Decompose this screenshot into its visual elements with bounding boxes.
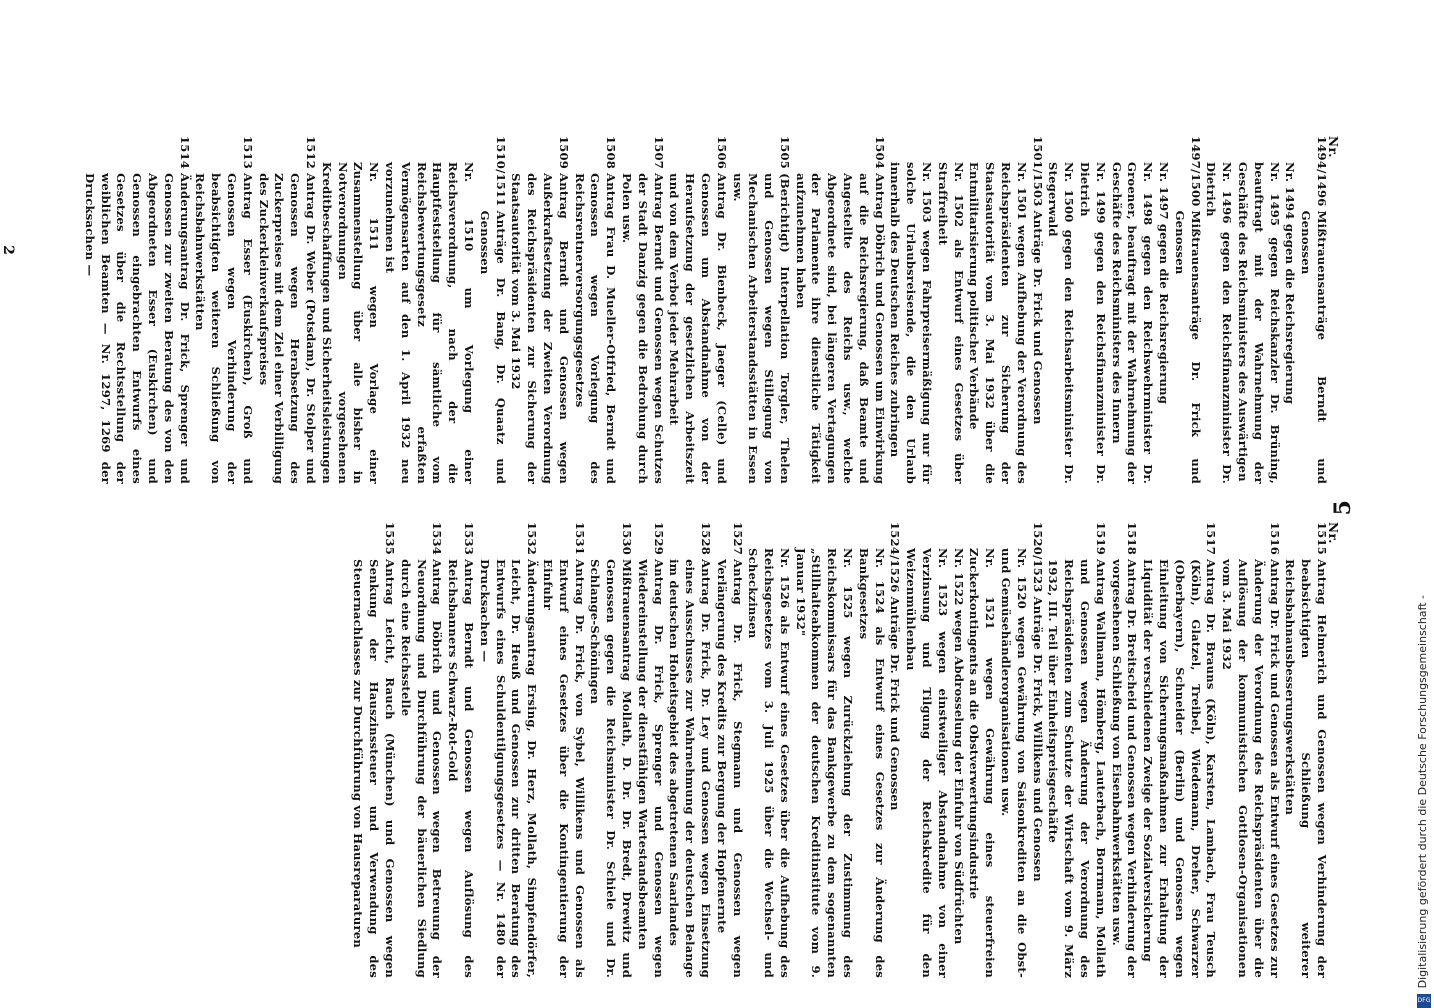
entry-number: 1518: [1125, 522, 1140, 556]
sub-entry-number: Nr. 1498: [1141, 162, 1156, 226]
entry-row: [1139, 522, 1218, 978]
entry-text: Antrag Wallmann, Hömberg, Lauterbach, Borrmann, Mollath und Genossen wegen Änderung der Verordnung des Reichspräsidenten zum Schutze der Wirtschaft vom 9. März 1932, III. Teil über Einheitspreisgeschäfte: [1046, 559, 1108, 978]
entry-block: [902, 522, 1044, 978]
entry-row: [508, 136, 571, 484]
sub-entry: [966, 522, 998, 978]
sub-entry: [1234, 136, 1281, 484]
sub-entry-number: Nr. 1524: [872, 548, 887, 614]
entry-row: [792, 136, 887, 484]
sub-entry-text: gegen die Reichsregierung: [1157, 223, 1172, 405]
sub-entry-number: Nr. 1495: [1267, 162, 1282, 227]
entry-text: Mißtrauensanträge Dr. Frick und Genossen: [1172, 210, 1203, 484]
entry-block: [1218, 522, 1281, 978]
sub-entry-text: wegen Abdrosselung der Einfuhr von Südfrüchten: [951, 609, 966, 945]
sub-entry-number: Nr. 1523: [935, 548, 950, 617]
entry-block: [539, 522, 586, 978]
entry-block: [81, 136, 192, 484]
entry-text: Antrag Berndt und Genossen wegen Auflösung des Reichsbanners Schwarz-Rot-Gold: [446, 559, 476, 978]
entry-row: [666, 136, 729, 484]
left-column: [81, 136, 1329, 484]
sub-entry-text: als Entwurf eines Gesetzes zur Änderung des Bankgesetzes: [856, 548, 887, 978]
entry-number: 1528: [698, 522, 713, 556]
entry-number: 1509: [556, 136, 571, 170]
sub-entry-text: gegen den Reichsfinanzminister Dr. Dietrich: [1204, 162, 1235, 484]
dfg-logo-icon: DFG: [1417, 994, 1431, 1008]
sub-entry-text: als Entwurf eines Gesetzes über die Aufhebung des Reichsgesetzes vom 3. Juli 1925 über die Wechsel- und Scheckzinsen: [746, 548, 792, 978]
right-page-half: [0, 500, 1434, 1000]
entry-block: [571, 136, 618, 484]
sub-entry: [792, 522, 855, 978]
sub-entry-text: wegen Gewährung eines steuerfreien Zuckerkontingents an die Obstverwertungsindustrie: [967, 548, 998, 978]
sub-entry-text: gegen Reichskanzler Dr. Brüning, beauftragt mit der Wahrnehmung der Geschäfte des Reichsministers des Auswärtigen: [1236, 162, 1282, 484]
entry-number: 1494/1496: [1315, 136, 1329, 207]
entry-text: Mißtrauensanträge Berndt und Genossen: [1299, 210, 1329, 484]
entry-text: Anträge Dr. Bang, Dr. Quaatz und Genossen: [477, 210, 508, 484]
entry-block: [192, 136, 255, 484]
entry-block: [255, 136, 318, 484]
right-column: [350, 522, 1329, 978]
entry-number: 1524/1526: [888, 522, 903, 593]
sub-entry: [318, 136, 381, 484]
sub-entry: [1282, 136, 1298, 484]
digitization-banner: [1414, 40, 1434, 1004]
entry-row: [1171, 136, 1203, 484]
sub-entry-number: Nr. 1501: [1014, 162, 1029, 221]
entry-number: 1531: [572, 522, 587, 556]
sub-entry-text: wegen Aufhebung der Verordnung des Reichspräsidenten zur Sicherung der Staatsautorität vom 3. Mai 1932 über die Entmilitarisierung politischer Verbände: [967, 162, 1029, 484]
sub-entry-text: wegen Gewährung von Saisonkrediten an die Obst- und Gemüsehändlerorganisationen usw.: [999, 548, 1029, 978]
entry-text: Antrag Dr. Frick, von Sybel, Willikens und Genossen als Entwurf eines Gesetzes über die Kontingentierung der Einfuhr: [540, 559, 587, 978]
entry-number: 1529: [651, 522, 666, 556]
entry-row: [397, 522, 444, 978]
sub-entry-number: Nr. 1503: [920, 162, 935, 223]
entry-number: 1507: [651, 136, 666, 170]
entry-text: Antrag Helmerich und Genossen wegen Verhinderung der beabsichtigten Schließung weiterer Reichsbahnausbesserungswerkstätten: [1283, 559, 1329, 978]
entry-row: [666, 522, 713, 978]
entry-text: Antrag Dr. Frick und Genossen als Entwurf eines Gesetzes zur Änderung der Verordnung des Reichspräsidenten über die Auflösung der kommunistischen Gottlosen-Organisationen vom 3. Mai 1932: [1220, 559, 1282, 978]
page-number: 5: [1330, 500, 1356, 516]
entry-number: 1514: [177, 136, 192, 170]
entry-number: 1530: [619, 522, 634, 556]
entry-row: [255, 136, 318, 484]
entry-number: 1505: [777, 136, 792, 170]
nr-header: Nr.: [1326, 522, 1340, 544]
entry-row: [476, 136, 508, 484]
sub-entry: [1203, 136, 1235, 484]
entry-number: 1497/1500: [1188, 136, 1203, 207]
entry-number: 1504: [872, 136, 887, 170]
entry-row: [887, 522, 903, 978]
sub-entry-number: Nr. 1500: [1062, 162, 1077, 223]
entry-number: 1501/1503: [1030, 136, 1045, 207]
entry-row: [713, 522, 745, 978]
entry-text: Antrag Berndt und Genossen wegen Außerkraftsetzung der Zweiten Verordnung des Reichspräsidenten zur Sicherung der Staatsautorität vom 3. Mai 1932: [509, 173, 571, 484]
sub-entry-text: gegen die Reichsregierung: [1283, 223, 1298, 405]
entry-row: [571, 136, 618, 484]
sub-entry: [1045, 136, 1077, 484]
entry-text: Änderungsantrag Ersing, Dr. Herz, Mollath, Simpfendörfer, Leicht, Dr. Heuß und Genossen zur dritten Beratung des Entwurfs eines Schuldentilgungsgesetzes — Nr. 1480 der Drucksachen —: [477, 559, 540, 978]
entry-row: [1297, 136, 1329, 484]
sub-entry-number: Nr. 1511: [367, 162, 382, 251]
footer-number: 2: [0, 245, 16, 255]
entry-text: (Berichtigt) Interpellation Torgler, Thelen und Genossen wegen Stillegung von Mechanischen Arbeiterstandsstätten in Essen usw.: [730, 173, 792, 484]
entry-row: [1029, 136, 1045, 484]
sub-entry: [966, 136, 1029, 484]
entry-text: Antrag Dr. Frick, Dr. Ley und Genossen wegen Einsetzung eines Ausschusses zur Wahrnehmung der deutschen Belange im deutschen Hoheitsgebiet des abgetretenen Saarlandes: [667, 559, 713, 978]
entry-text: Antrag Dr. Brauns (Köln), Karsten, Lambach, Frau Teusch (Köln), Glatzel, Treibel, Wiedemann, Dreher, Schwarzer (Oberbayern), Schneider (Berlin) und Genossen wegen Einleitung von Sicherungsmaßnahmen zur Erhaltung der Liquidität der verschiedenen Zweige der Sozialversicherung: [1141, 559, 1219, 978]
entry-row: [1218, 522, 1281, 978]
entry-block: [887, 136, 1045, 484]
entry-block: [618, 136, 665, 484]
entry-text: Antrag Esser (Euskirchen), Groß und Genossen wegen Verhinderung der beabsichtigten weiteren Schließung von Reichsbahnwerkstätten: [193, 173, 255, 484]
entry-block: [1282, 522, 1329, 978]
sub-entry-text: um Vorlegung einer Reichsverordnung, nach der die Hauptfeststellung für sämtliche vom Reichsbewertungsgesetz erfaßten Vermögensarten auf den 1. April 1932 neu vorzunehmen ist: [382, 162, 476, 484]
banner-text: Digitalisierung gefördert durch die Deutsche Forschungsgemeinschaft -: [1416, 594, 1429, 988]
sub-entry: [1108, 136, 1155, 484]
entry-text: Mißtrauensantrag Mollath, D. Dr. Dr. Bredt, Drewitz und Genossen gegen die Reichsminister Dr. Schiele und Dr. Schlange-Schöningen: [588, 559, 634, 978]
entry-block: [318, 136, 508, 484]
entry-block: [792, 136, 887, 484]
entry-row: [1029, 522, 1045, 978]
entry-block: [350, 522, 397, 978]
sub-entry: [934, 136, 966, 484]
entry-block: [397, 522, 444, 978]
sub-entry-number: Nr. 1526: [777, 548, 792, 609]
entry-text: Antrag Berndt und Genossen wegen Schutzes der Stadt Danzig gegen die Bedrohung durch Polen usw.: [619, 173, 666, 484]
entry-text: Antrag Dr. Frick, Stegmann und Genossen wegen Verlängerung des Kredits zur Bergung der Hopfenernte: [714, 559, 745, 978]
entry-text: Antrag Frau D. Mueller-Otfried, Berndt und Genossen wegen Vorlegung des Reichsrentnerversorgungsgesetzes: [572, 173, 619, 484]
entry-block: [587, 522, 634, 978]
entry-text: Anträge Dr. Frick und Genossen: [888, 596, 903, 811]
entry-text: Antrag Leicht, Rauch (München) und Genossen wegen Senkung der Hauszinssteuer und Verwendung des Steuernachlasses zur Durchführung von Hausreparaturen: [351, 559, 397, 978]
sub-entry-number: Nr. 1494: [1283, 162, 1298, 220]
sub-entry-text: wegen Vorlage einer Zusammenstellung über alle bisher in Notverordnungen vorgesehenen Kreditbeschaffungen und Sicherheitsleistungen: [319, 162, 382, 484]
entry-row: [729, 136, 792, 484]
entry-text: Antrag Dr. Breitscheid und Genossen wegen Verhinderung der vorgesehenen Schließung von Eisenbahnwerkstätten usw.: [1109, 559, 1140, 978]
entry-number: 1508: [604, 136, 619, 170]
entry-block: [634, 522, 666, 978]
entry-number: 1534: [430, 522, 445, 556]
entry-block: [713, 522, 745, 978]
entry-row: [476, 522, 539, 978]
entry-row: [618, 136, 665, 484]
sub-entry-number: Nr. 1520: [1014, 548, 1029, 609]
left-page-half: [0, 0, 1434, 500]
entry-row: [1108, 522, 1140, 978]
entry-text: Anträge Dr. Frick und Genossen: [1030, 210, 1045, 425]
entry-block: [1045, 522, 1108, 978]
sub-entry-number: Nr. 1496: [1220, 162, 1235, 224]
sub-entry: [381, 136, 476, 484]
entry-row: [1045, 522, 1108, 978]
entry-row: [81, 136, 192, 484]
entry-block: [666, 136, 729, 484]
entry-text: Antrag Döbrich und Genossen um Einwirkung auf die Reichsregierung, daß Beamte und Angestellte des Reichs usw., welche Abgeordnete sind, bei längeren Vertagungen der Parlamente ihre dienstliche Tätigkeit aufzunehmen haben: [793, 173, 887, 484]
sub-entry-number: Nr. 1510: [461, 162, 476, 252]
sub-entry-text: wegen Zurückziehung der Zustimmung des Reichskommissars für das Bankgewerbe zu dem sogenannten „Stillhalteabkommen der deutschen Kreditinstitute vom 9. Januar 1932": [793, 548, 856, 978]
entry-row: [587, 522, 634, 978]
entry-block: [666, 522, 713, 978]
sub-entry-number: Nr. 1522: [951, 548, 966, 606]
sub-entry-text: gegen den Reichswehrminister Dr. Groener, beauftragt mit der Wahrnehmung der Geschäfte des Reichsministers des Innern: [1109, 162, 1156, 484]
entry-block: [444, 522, 476, 978]
sub-entry: [745, 522, 792, 978]
entry-number: 1533: [461, 522, 476, 556]
sub-entry: [1076, 136, 1108, 484]
sub-entry: [950, 522, 966, 978]
sub-entry: [855, 522, 887, 978]
sub-entry: [902, 522, 949, 978]
entry-block: [1045, 136, 1203, 484]
sub-entry-number: Nr. 1525: [841, 548, 856, 619]
entry-text: Antrag Dr. Bienbeck, Jaeger (Celle) und Genossen um Abstandnahme von der Heraufsetzung der gesetzlichen Arbeitszeit und von dem Verbot jeder Mehrarbeit: [667, 173, 729, 484]
entry-block: [729, 136, 792, 484]
entry-row: [634, 522, 666, 978]
entry-row: [350, 522, 397, 978]
entry-text: Antrag Döbrich und Genossen wegen Betreuung der Neuordnung und Durchführung der bäuerlichen Siedlung durch eine Reichsstelle: [398, 559, 445, 978]
entry-text: Antrag Dr. Frick, Sprenger und Genossen wegen Wiedereinstellung der dienstfähigen Wartestandsbeamten: [635, 559, 666, 978]
entry-number: 1532: [525, 522, 540, 556]
entry-number: 1513: [240, 136, 255, 170]
entry-text: Änderungsantrag Dr. Frick, Sprenger und Genossen zur zweiten Beratung des von den Abgeordneten Esser (Euskirchen) und Genossen eingebrachten Entwurfs eines Gesetzes über die Rechtsstellung der weiblichen Beamten — Nr. 1297, 1269 der Drucksachen —: [82, 173, 192, 484]
entry-block: [745, 522, 903, 978]
sub-entry-text: gegen den Reichsarbeitsminister Dr. Stegerwald: [1046, 162, 1077, 484]
sub-entry-number: Nr. 1497: [1157, 162, 1172, 220]
entry-row: [1282, 522, 1329, 978]
entry-number: 1535: [382, 522, 397, 556]
entry-row: [539, 522, 586, 978]
sub-entry: [997, 522, 1029, 978]
entry-block: [1108, 522, 1140, 978]
sub-entry: [887, 136, 934, 484]
sub-entry-number: Nr. 1499: [1093, 162, 1108, 224]
sub-entry-number: Nr. 1521: [983, 548, 998, 630]
entry-number: 1519: [1093, 522, 1108, 556]
entry-row: [444, 522, 476, 978]
entry-number: 1516: [1267, 522, 1282, 556]
sub-entry-text: wegen Fahrpreisermäßigung nur für solche Urlaubsreisende, die den Urlaub innerhalb des Deutschen Reiches zubringen: [888, 162, 935, 484]
entry-block: [476, 522, 539, 978]
entry-row: [192, 136, 255, 484]
sub-entry-text: gegen den Reichsfinanzminister Dr. Dietrich: [1078, 162, 1108, 484]
entry-text: Antrag Dr. Weber (Potsdam), Dr. Stolper und Genossen wegen Herabsetzung des Zuckerpreises mit dem Ziel einer Verbilligung des Zuckerkleinverkaufspreises: [256, 173, 318, 484]
entry-number: 1517: [1204, 522, 1219, 556]
sub-entry-text: wegen einstweiliger Abstandnahme von einer Verzinsung und Tilgung der Reichskredite für den Weizenmühlenbau: [904, 548, 950, 978]
entry-block: [508, 136, 571, 484]
sub-entry: [1155, 136, 1171, 484]
sub-entry-text: als Entwurf eines Gesetzes über Straffreiheit: [935, 162, 966, 484]
entry-number: 1506: [714, 136, 729, 170]
nr-header: Nr.: [1326, 136, 1340, 158]
entry-number: 1515: [1315, 522, 1329, 556]
entry-number: 1512: [304, 136, 318, 170]
entry-number: 1520/1523: [1030, 522, 1045, 593]
entry-number: 1527: [730, 522, 745, 556]
entry-text: Anträge Dr. Frick, Willikens und Genossen: [1030, 596, 1045, 882]
sub-entry-number: Nr. 1502: [951, 162, 966, 228]
entry-block: [1139, 522, 1218, 978]
entry-number: 1510/1511: [493, 136, 508, 207]
entry-block: [1203, 136, 1329, 484]
